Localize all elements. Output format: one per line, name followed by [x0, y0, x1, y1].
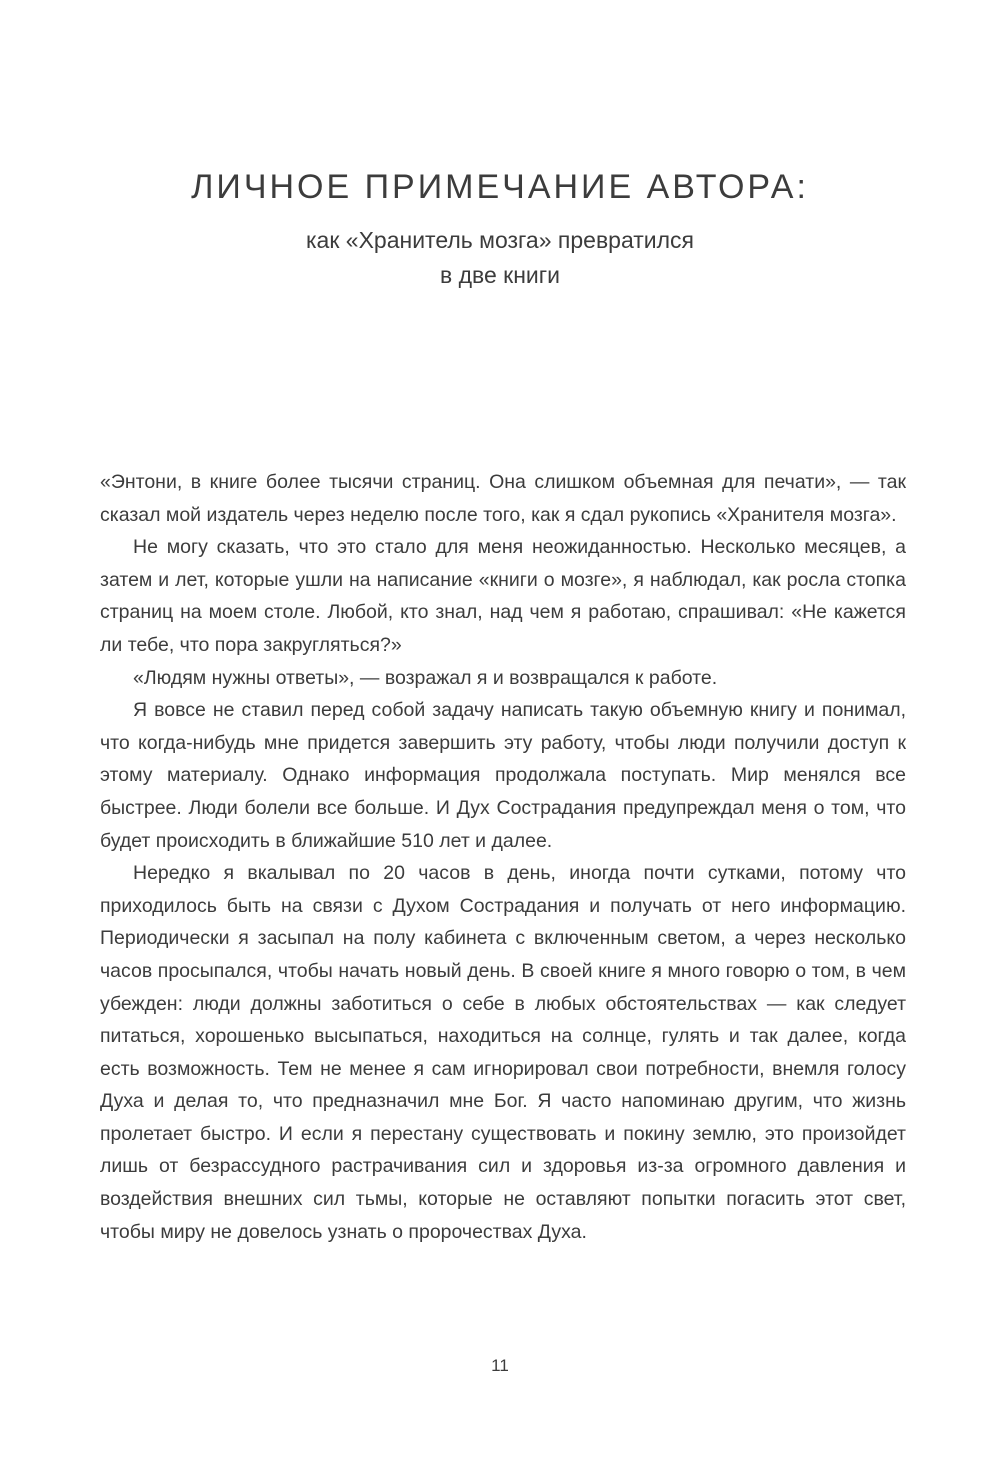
paragraph: «Людям нужны ответы», — возражал я и возвращался к работе. — [133, 666, 718, 689]
paragraph: Нередко я вкалывал по 20 часов в день, иногда почти сутками, потому что приходилось быть на связи с Духом Сострадания и получать от него информацию. Периодически я засыпал на полу кабинета с включенным светом, а через несколько часов просыпался, чтобы начать новый день. В своей книге я много говорю о том, в чем убежден: люди должны заботиться о себе в любых обстоятельствах — как следует питаться, хорошенько высыпаться, находиться на солнце, гулять и так далее, когда есть возможность. Тем не менее я сам игнорировал свои потребности, внемля голосу Духа и делая то, что предназначил мне Бог. Я часто напоминаю другим, что жизнь пролетает быстро. И если я перестану существовать и покину землю, это произойдет лишь от безрассудного растрачивания сил и здоровья из-за огромного давления и воздействия внешних сил тьмы, которые не оставляют попытки погасить этот свет, чтобы миру не довелось узнать о пророчествах Духа. — [100, 862, 906, 1243]
chapter-subtitle-line-1: как «Хранитель мозга» превратился — [305, 227, 694, 253]
body-text — [100, 466, 906, 1248]
chapter-subtitle-line-2: в две книги — [439, 262, 561, 288]
chapter-header — [0, 168, 1000, 293]
paragraph: Не могу сказать, что это стало для меня неожиданностью. Несколько месяцев, а затем и лет, которые ушли на написание «книги о мозге», я наблюдал, как росла стопка страниц на моем столе. Любой, кто знал, над чем я работаю, спрашивал: «Не кажется ли тебе, что пора закругляться?» — [100, 536, 906, 656]
paragraph: «Энтони, в книге более тысячи страниц. Она слишком объемная для печати», — так сказал мой издатель через неделю после того, как я сдал рукопись «Хранителя мозга». — [100, 471, 906, 526]
page-number: 11 — [491, 1356, 509, 1375]
paragraph: Я вовсе не ставил перед собой задачу написать такую объемную книгу и понимал, что когда-нибудь мне придется завершить эту работу, чтобы люди получили доступ к этому материалу. Однако информация продолжала поступать. Мир менялся все быстрее. Люди болели все больше. И Дух Сострадания предупреждал меня о том, что будет происходить в ближайшие 510 лет и далее. — [100, 699, 906, 852]
chapter-subtitle — [0, 223, 1000, 293]
chapter-title: ЛИЧНОЕ ПРИМЕЧАНИЕ АВТОРА: — [191, 168, 809, 206]
